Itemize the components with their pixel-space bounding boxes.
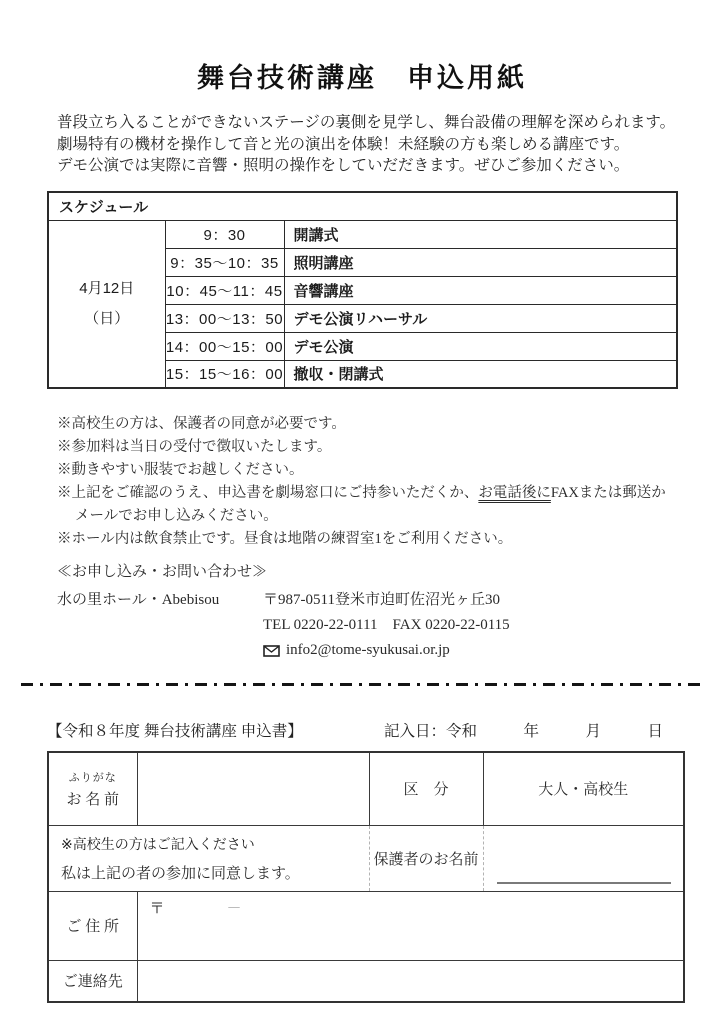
schedule-time: 13：00～13：50 (165, 304, 284, 332)
schedule-content: 撤収・閉講式 (284, 360, 677, 388)
note-item: ※動きやすい服装でお越しください。 (57, 462, 304, 478)
dash-dot-separator (21, 683, 704, 686)
venue-address: 〒987-0511登米市迫町佐沼光ヶ丘30 (263, 592, 500, 608)
contact-label-cell: ご連絡先 (48, 960, 137, 1002)
postal-code-dash: － (226, 900, 242, 917)
venue-name: 水の里ホール・Abebisou (57, 592, 220, 608)
schedule-time: 15：15～16：00 (165, 360, 284, 388)
category-value-cell[interactable]: 大人・高校生 (483, 752, 684, 825)
schedule-date-line1: 4月12日 (79, 279, 135, 297)
note-item (57, 482, 684, 505)
furigana-label: ふりがな (68, 771, 117, 784)
category-label-cell: 区 分 (369, 752, 483, 825)
schedule-table (47, 191, 678, 390)
form-title: 【令和８年度 舞台技術講座 申込書】 (47, 723, 303, 740)
schedule-date-line2: （日） (84, 309, 130, 327)
signature-line (497, 882, 672, 884)
note-emphasized-text: お電話後に (478, 485, 551, 501)
contact-section (57, 559, 684, 663)
tel-fax-line: TEL 0220-22-0111 FAX 0220-22-0115 (263, 617, 510, 633)
guardian-signature-cell[interactable] (483, 825, 684, 891)
intro-line: 劇場特有の機材を操作して音と光の演出を体験！未経験の方も楽しめる講座です。 (57, 135, 630, 153)
postal-mark: 〒 (149, 900, 165, 917)
intro-paragraph (57, 112, 684, 177)
consent-cell (48, 825, 369, 891)
contact-details (57, 588, 684, 663)
note-text: ※上記をご確認のうえ、申込書を劇場窓口にご持参いただくか、 (57, 485, 479, 501)
email-line (263, 638, 510, 663)
document-page (0, 56, 724, 1024)
address-label-cell: ご 住 所 (48, 891, 137, 960)
schedule-content: デモ公演リハーサル (284, 304, 677, 332)
contact-input-cell[interactable] (137, 960, 684, 1002)
schedule-content: デモ公演 (284, 332, 677, 360)
schedule-content: 照明講座 (284, 248, 677, 276)
contact-lines (263, 588, 510, 663)
name-label-cell (48, 752, 137, 825)
name-label: お 名 前 (66, 791, 119, 808)
application-form-table (47, 751, 685, 1003)
schedule-date-cell (48, 220, 165, 388)
note-item: ※ホール内は飲食禁止です。昼食は地階の練習室1をご利用ください。 (57, 531, 513, 547)
note-text: FAXまたは郵送か (550, 485, 666, 501)
page-title: 舞台技術講座 申込用紙 (197, 63, 527, 93)
form-header (47, 719, 683, 741)
schedule-content: 音響講座 (284, 276, 677, 304)
schedule-time: 14：00～15：00 (165, 332, 284, 360)
schedule-table-header: スケジュール (48, 192, 677, 221)
consent-statement: 私は上記の者の参加に同意します。 (61, 865, 300, 882)
note-item: ※高校生の方は、保護者の同意が必要です。 (57, 416, 346, 432)
note-item-continuation: メールでお申し込みください。 (75, 508, 278, 524)
name-input-cell[interactable] (137, 752, 369, 825)
contact-heading: ≪お申し込み・お問い合わせ≫ (57, 564, 268, 580)
consent-note: ※高校生の方はご記入ください (61, 835, 255, 852)
address-input-cell[interactable] (137, 891, 684, 960)
intro-line: デモ公演では実際に音響・照明の操作をしていだだきます。ぜひご参加ください。 (57, 157, 630, 174)
schedule-time: 9：35～10：35 (165, 248, 284, 276)
intro-line: 普段立ち入ることができないステージの裏側を見学し、舞台設備の理解を深められます。 (57, 114, 676, 131)
schedule-content: 開講式 (284, 220, 677, 248)
email-address: info2@tome-syukusai.or.jp (286, 642, 450, 658)
note-item: ※参加料は当日の受付で徴収いたします。 (57, 439, 332, 455)
fill-date-line: 記入日：令和 年 月 日 (383, 723, 663, 740)
schedule-time: 10：45～11：45 (165, 276, 284, 304)
guardian-name-label-cell: 保護者のお名前 (369, 825, 483, 891)
schedule-time: 9：30 (165, 220, 284, 248)
envelope-icon (263, 645, 280, 657)
notes-list (57, 413, 684, 551)
